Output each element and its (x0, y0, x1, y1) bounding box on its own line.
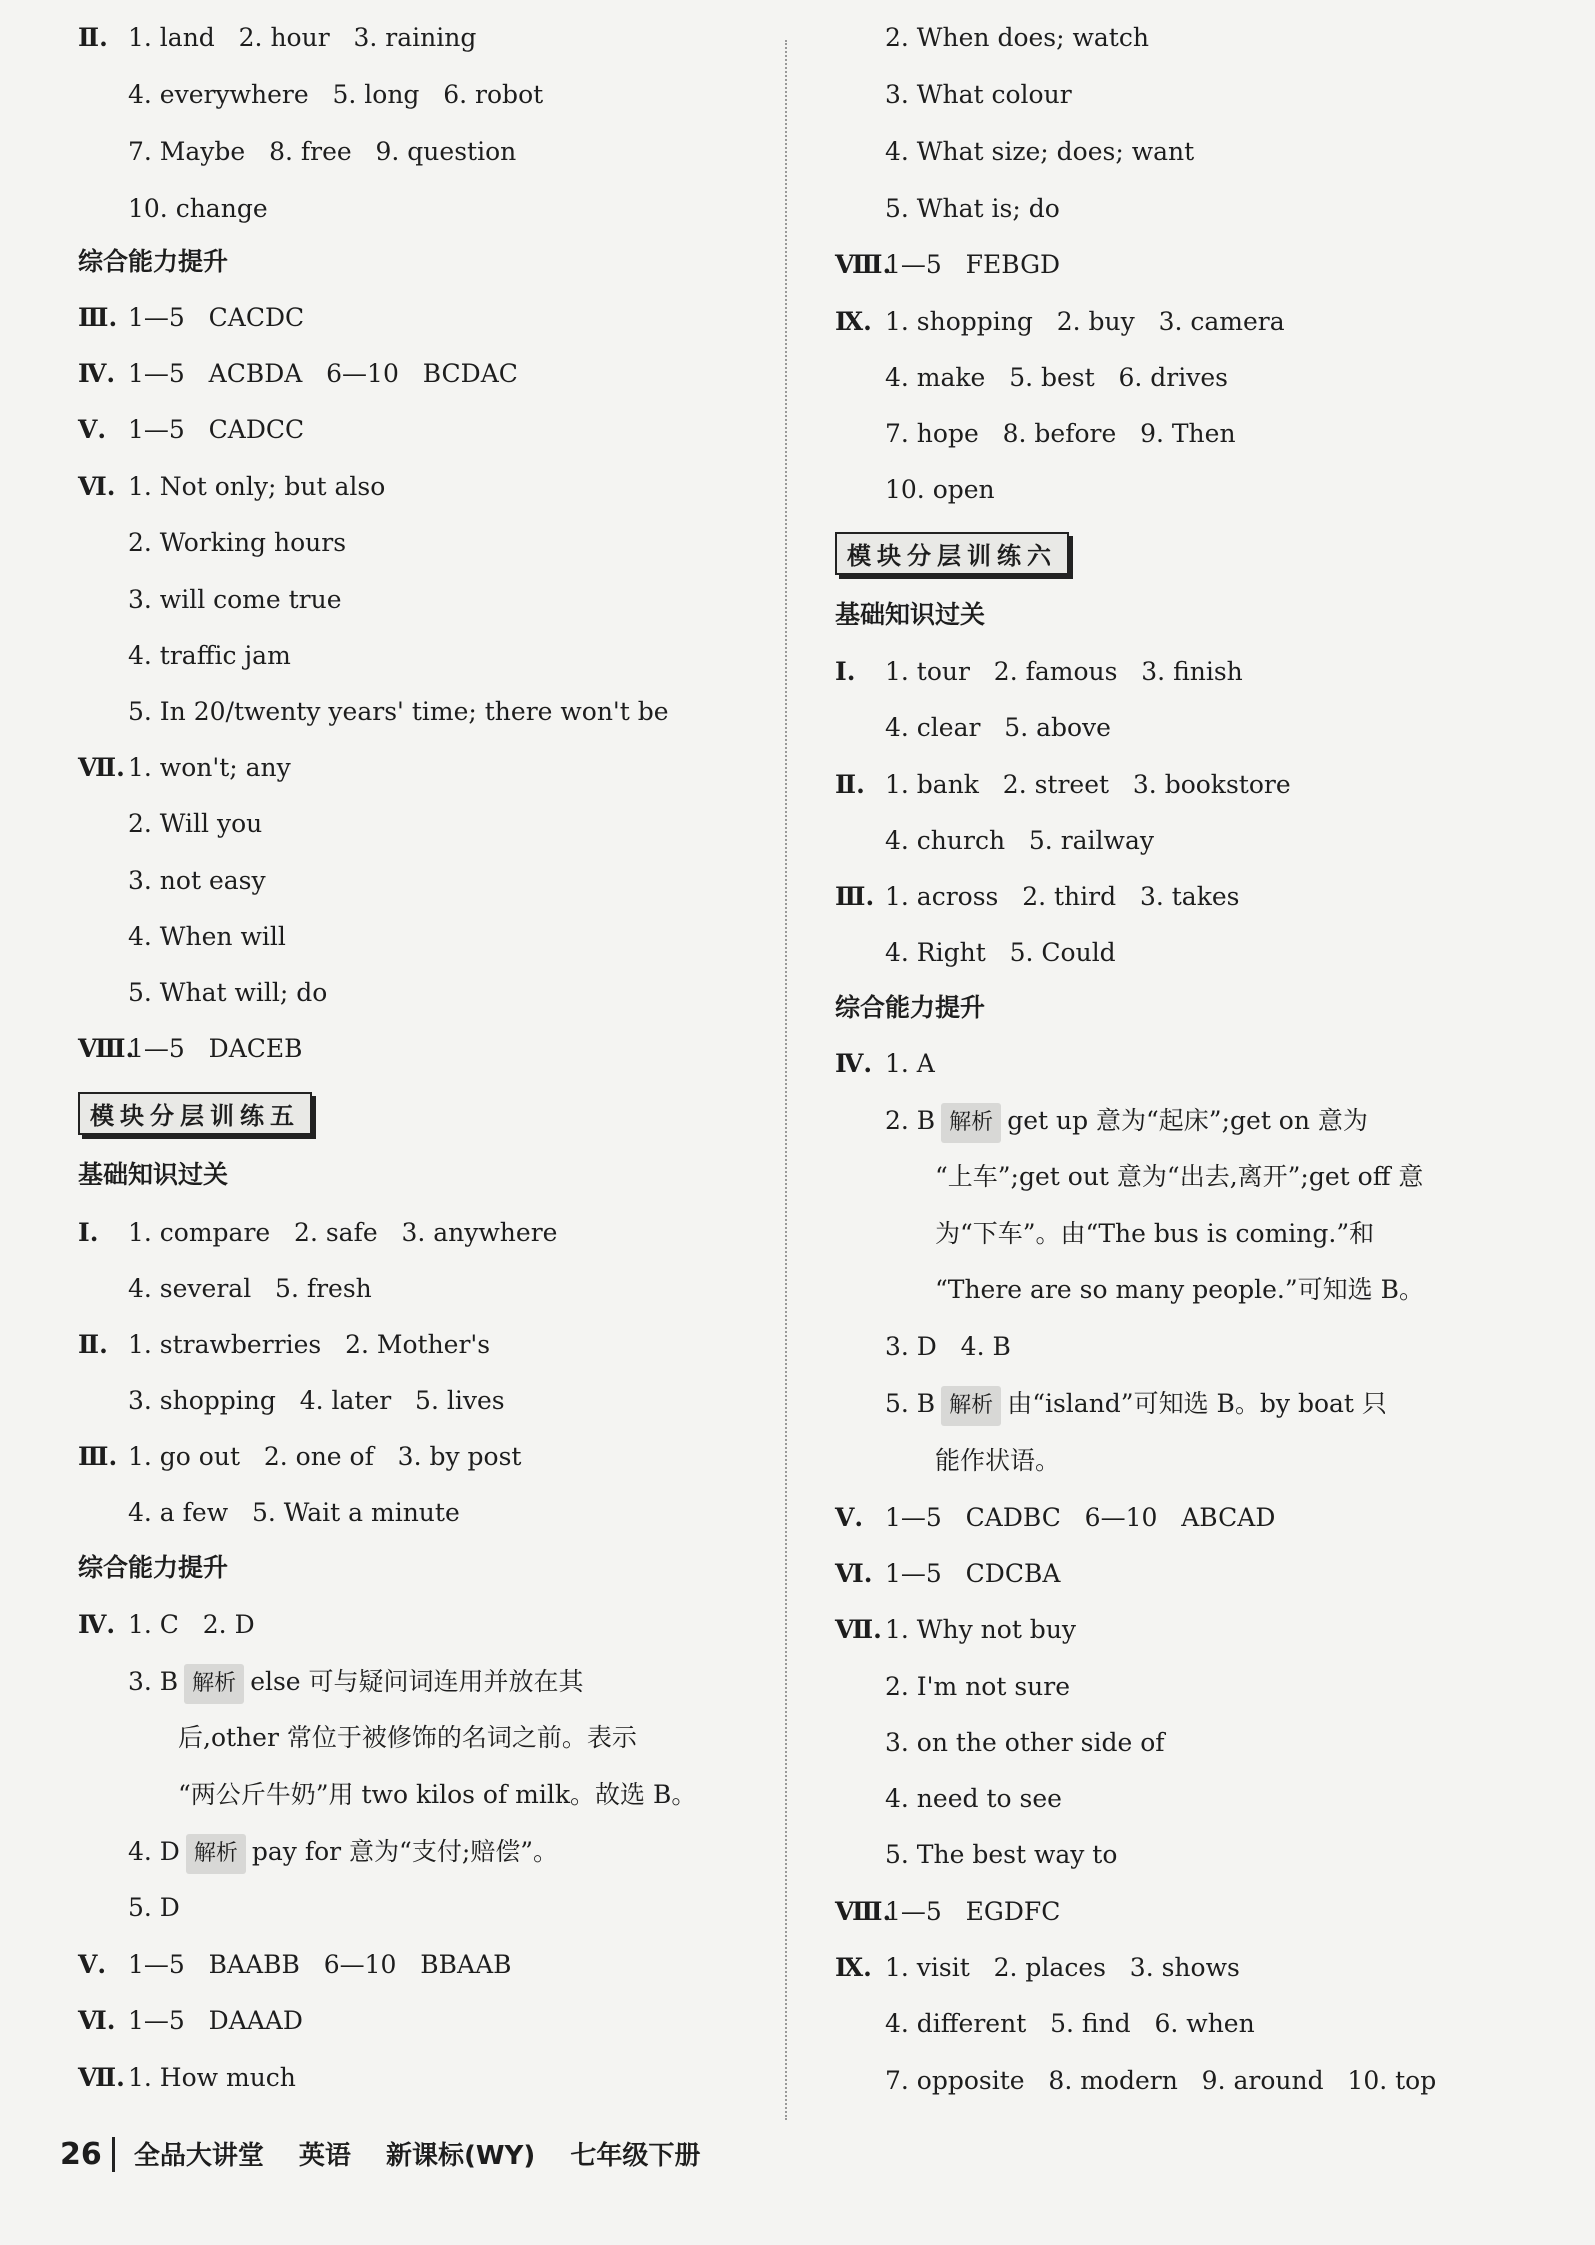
answer-line (835, 1892, 1060, 1932)
answer-text: 1. compare 2. safe 3. anywhere (128, 1218, 558, 1247)
answer-line (78, 1029, 303, 1069)
answer-line (835, 132, 1194, 172)
section-heading: 基础知识过关 (78, 1160, 229, 1189)
answer-line (78, 298, 304, 338)
answer-text: 5. D (128, 1893, 180, 1922)
answer-line (78, 1437, 521, 1477)
answer-line (78, 692, 669, 732)
answer-text: 2. Working hours (128, 528, 347, 557)
answer-line (78, 580, 342, 620)
answer-line (78, 1888, 180, 1928)
answer-line (78, 2001, 303, 2041)
analysis-tag: 解析 (186, 1834, 246, 1874)
answer-line (835, 1498, 1275, 1538)
roman-numeral: Ⅰ. (835, 657, 856, 686)
answer-text: 4. a few 5. Wait a minute (128, 1498, 460, 1527)
answer-text: 1. How much (128, 2063, 296, 2092)
answer-text: 1. strawberries 2. Mother's (128, 1330, 491, 1359)
answer-text: 5. What is; do (885, 194, 1060, 223)
roman-numeral: Ⅵ. (835, 1559, 873, 1588)
answer-line (835, 1723, 1165, 1763)
answer-text: 5. What will; do (128, 978, 328, 1007)
answer-line (835, 414, 1236, 454)
answer-text: 4. different 5. find 6. when (885, 2009, 1255, 2038)
answer-line (78, 1381, 505, 1421)
answer-line (78, 804, 262, 844)
answer-text: 1—5 CADBC 6—10 ABCAD (885, 1503, 1276, 1532)
answer-text: 1. visit 2. places 3. shows (885, 1953, 1240, 1982)
answer-text: 1. go out 2. one of 3. by post (128, 1442, 522, 1471)
section-heading: 基础知识过关 (835, 600, 986, 629)
answer-line (835, 75, 1072, 115)
answer-text: 10. change (128, 194, 268, 223)
answer-text: 4. everywhere 5. long 6. robot (128, 80, 544, 109)
answer-line (835, 1157, 1423, 1197)
roman-numeral: Ⅴ. (78, 415, 107, 444)
analysis-text: get up 意为“起床”;get on 意为 (1007, 1106, 1368, 1135)
answer-line (835, 18, 1149, 58)
answer-line (835, 1044, 935, 1084)
answer-line (835, 821, 1154, 861)
answer-line (835, 933, 1116, 973)
answer-text: 1. C 2. D (128, 1610, 255, 1639)
roman-numeral: Ⅵ. (78, 2006, 116, 2035)
answer-text: 1. won't; any (128, 753, 291, 782)
answer-line (78, 410, 304, 450)
answer-line (835, 1384, 1387, 1426)
answer-text: 3. B (128, 1667, 179, 1696)
roman-numeral: Ⅳ. (78, 1610, 116, 1639)
analysis-text: pay for 意为“支付;赔偿”。 (251, 1837, 559, 1866)
answer-text: 4. When will (128, 922, 286, 951)
analysis-text: else 可与疑问词连用并放在其 (250, 1667, 584, 1696)
answer-line (78, 973, 327, 1013)
answer-line (835, 1835, 1117, 1875)
answer-text: 3. shopping 4. later 5. lives (128, 1386, 505, 1415)
answer-text: 4. Right 5. Could (885, 938, 1116, 967)
answer-text: 7. opposite 8. modern 9. around 10. top (885, 2066, 1437, 2095)
answer-line (835, 652, 1243, 692)
answer-line (78, 861, 266, 901)
answer-text: 1. across 2. third 3. takes (885, 882, 1240, 911)
answer-line (78, 1213, 557, 1253)
answer-text: 1. Not only; but also (128, 472, 386, 501)
roman-numeral: Ⅸ. (835, 307, 872, 336)
answer-line (78, 189, 268, 229)
answer-line (78, 1325, 490, 1365)
explanation-continuation: “There are so many people.”可知选 B。 (935, 1275, 1424, 1304)
section-heading: 综合能力提升 (78, 1553, 229, 1582)
answer-line (835, 1270, 1424, 1310)
answer-text: 5. B (885, 1389, 936, 1418)
explanation-continuation: “上车”;get out 意为“出去,离开”;get off 意 (935, 1162, 1424, 1191)
edition: 新课标(WY) (385, 2141, 536, 2171)
roman-numeral: Ⅲ. (78, 1442, 118, 1471)
answer-text: 4. make 5. best 6. drives (885, 363, 1229, 392)
answer-line (835, 1214, 1374, 1254)
answer-line (78, 1269, 372, 1309)
page-number: 26 (60, 2137, 115, 2172)
roman-numeral: Ⅸ. (835, 1953, 872, 1982)
answer-line (835, 1101, 1368, 1143)
answer-text: 1—5 CACDC (128, 303, 305, 332)
answer-text: 4. What size; does; want (885, 137, 1195, 166)
answer-text: 1. bank 2. street 3. bookstore (885, 770, 1291, 799)
answer-line (835, 1554, 1060, 1594)
module-title: 模块分层训练五 (78, 1092, 312, 1135)
analysis-tag: 解析 (941, 1103, 1001, 1143)
brand-name: 全品大讲堂 (133, 2141, 264, 2171)
answer-line (78, 523, 346, 563)
answer-text: 2. I'm not sure (885, 1672, 1071, 1701)
answer-text: 4. need to see (885, 1784, 1062, 1813)
answer-line (78, 354, 518, 394)
answer-text: 1—5 CDCBA (885, 1559, 1061, 1588)
answer-text: 1—5 BAABB 6—10 BBAAB (128, 1950, 512, 1979)
answer-text: 7. hope 8. before 9. Then (885, 419, 1236, 448)
roman-numeral: Ⅶ. (835, 1615, 882, 1644)
module-title: 模块分层训练六 (835, 532, 1069, 575)
answer-text: 4. traffic jam (128, 641, 291, 670)
answer-text: 1. A (885, 1049, 935, 1078)
roman-numeral: Ⅰ. (78, 1218, 99, 1247)
analysis-tag: 解析 (184, 1664, 244, 1704)
answer-line (835, 1779, 1062, 1819)
answer-line (78, 18, 476, 58)
answer-line (78, 1605, 255, 1645)
grade: 七年级下册 (570, 2141, 701, 2171)
answer-text: 1. shopping 2. buy 3. camera (885, 307, 1285, 336)
answer-line (78, 1662, 584, 1704)
answer-line (835, 1667, 1070, 1707)
answer-text: 7. Maybe 8. free 9. question (128, 137, 517, 166)
roman-numeral: Ⅱ. (78, 1330, 108, 1359)
roman-numeral: Ⅳ. (78, 359, 116, 388)
answer-line (78, 75, 543, 115)
answer-text: 5. In 20/twenty years' time; there won't be (128, 697, 669, 726)
roman-numeral: Ⅶ. (78, 2063, 125, 2092)
answer-line (78, 467, 385, 507)
explanation-continuation: 为“下车”。由“The bus is coming.”和 (935, 1219, 1375, 1248)
roman-numeral: Ⅵ. (78, 472, 116, 501)
answer-line (835, 2004, 1255, 2044)
answer-text: 2. B (885, 1106, 936, 1135)
answer-line (78, 1945, 512, 1985)
answer-text: 10. open (885, 475, 995, 504)
roman-numeral: Ⅲ. (835, 882, 875, 911)
answer-text: 1—5 ACBDA 6—10 BCDAC (128, 359, 518, 388)
answer-line (78, 917, 286, 957)
answer-line (835, 1948, 1240, 1988)
column-divider (785, 40, 787, 2120)
answer-line (78, 1718, 637, 1758)
answer-text: 5. The best way to (885, 1840, 1118, 1869)
answer-text: 2. When does; watch (885, 23, 1149, 52)
answer-text: 2. Will you (128, 809, 263, 838)
roman-numeral: Ⅴ. (835, 1503, 864, 1532)
roman-numeral: Ⅳ. (835, 1049, 873, 1078)
answer-line (78, 1775, 696, 1815)
answer-line (835, 245, 1060, 285)
answer-line (835, 302, 1285, 342)
answer-line (835, 189, 1060, 229)
roman-numeral: Ⅷ. (835, 1897, 892, 1926)
answer-line (835, 877, 1239, 917)
answer-line (78, 2058, 296, 2098)
analysis-tag: 解析 (941, 1386, 1001, 1426)
explanation-continuation: “两公斤牛奶”用 two kilos of milk。故选 B。 (178, 1780, 697, 1809)
section-heading: 综合能力提升 (78, 247, 229, 276)
answer-text: 3. D 4. B (885, 1332, 1011, 1361)
answer-text: 1—5 CADCC (128, 415, 305, 444)
answer-line (835, 708, 1111, 748)
roman-numeral: Ⅱ. (835, 770, 865, 799)
answer-line (78, 748, 291, 788)
answer-text: 1. land 2. hour 3. raining (128, 23, 477, 52)
roman-numeral: Ⅱ. (78, 23, 108, 52)
answer-text: 1—5 FEBGD (885, 250, 1061, 279)
page-footer (60, 2135, 726, 2172)
answer-text: 4. clear 5. above (885, 713, 1111, 742)
section-heading: 综合能力提升 (835, 993, 986, 1022)
analysis-text: 由“island”可知选 B。by boat 只 (1007, 1389, 1387, 1418)
answer-line (78, 636, 291, 676)
answer-line (835, 1441, 1060, 1481)
answer-text: 1—5 DAAAD (128, 2006, 303, 2035)
answer-line (78, 132, 516, 172)
roman-numeral: Ⅶ. (78, 753, 125, 782)
answer-line (835, 1610, 1076, 1650)
answer-text: 1. tour 2. famous 3. finish (885, 657, 1243, 686)
answer-line (835, 1327, 1011, 1367)
answer-line (835, 470, 995, 510)
roman-numeral: Ⅷ. (835, 250, 892, 279)
subject: 英语 (298, 2141, 351, 2171)
roman-numeral: Ⅲ. (78, 303, 118, 332)
answer-text: 3. will come true (128, 585, 342, 614)
answer-line (78, 1493, 460, 1533)
answer-text: 4. church 5. railway (885, 826, 1154, 855)
roman-numeral: Ⅷ. (78, 1034, 135, 1063)
answer-text: 3. not easy (128, 866, 266, 895)
explanation-continuation: 能作状语。 (935, 1446, 1061, 1475)
answer-text: 3. What colour (885, 80, 1072, 109)
answer-text: 3. on the other side of (885, 1728, 1165, 1757)
answer-text: 4. several 5. fresh (128, 1274, 372, 1303)
answer-text: 1—5 EGDFC (885, 1897, 1061, 1926)
explanation-continuation: 后,other 常位于被修饰的名词之前。表示 (178, 1723, 637, 1752)
answer-line (835, 358, 1228, 398)
answer-line (835, 2061, 1436, 2101)
answer-line (835, 765, 1291, 805)
answer-text: 1—5 DACEB (128, 1034, 303, 1063)
roman-numeral: Ⅴ. (78, 1950, 107, 1979)
answer-text: 4. D (128, 1837, 180, 1866)
answer-text: 1. Why not buy (885, 1615, 1077, 1644)
answer-line (78, 1832, 558, 1874)
